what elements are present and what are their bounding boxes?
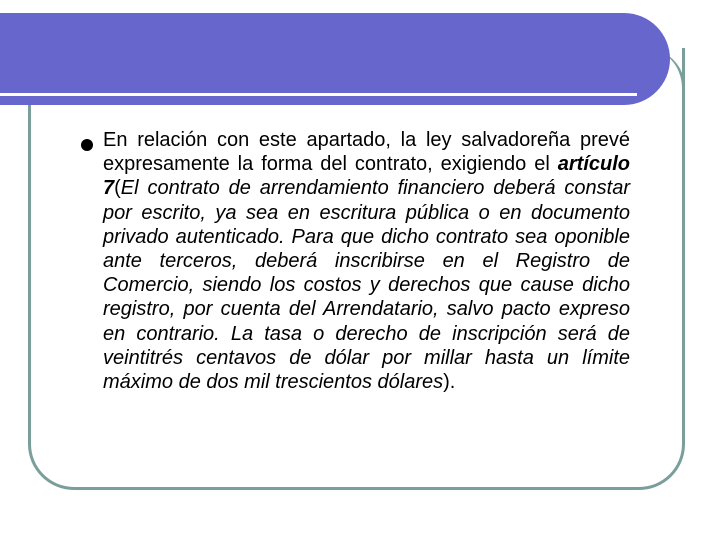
header-band xyxy=(0,13,670,105)
bullet-paragraph xyxy=(103,128,630,394)
paren-open: ( xyxy=(114,177,121,200)
bullet-icon xyxy=(81,139,93,151)
article-reference: artículo 7 xyxy=(103,153,630,200)
paragraph-closing: ). xyxy=(443,371,456,394)
header-divider xyxy=(0,93,637,96)
paragraph-lead: En relación con este apartado, la ley salvadoreña prevé expresamente la forma del contrato, exigiendo el xyxy=(103,129,630,176)
article-quote: El contrato de arrendamiento financiero deberá constar por escrito, ya sea en escritura pública o en documento privado autenticado. Para que dicho contrato sea oponible ante terceros, deberá inscribirse en el Registro de Comercio, siendo los costos y derechos que cause dicho registro, por cuenta del Arrendatario, salvo pacto expreso en contrario. La tasa o derecho de inscripción será de veintitrés centavos de dólar por millar hasta un límite máximo de dos mil trescientos dólares xyxy=(103,177,630,394)
